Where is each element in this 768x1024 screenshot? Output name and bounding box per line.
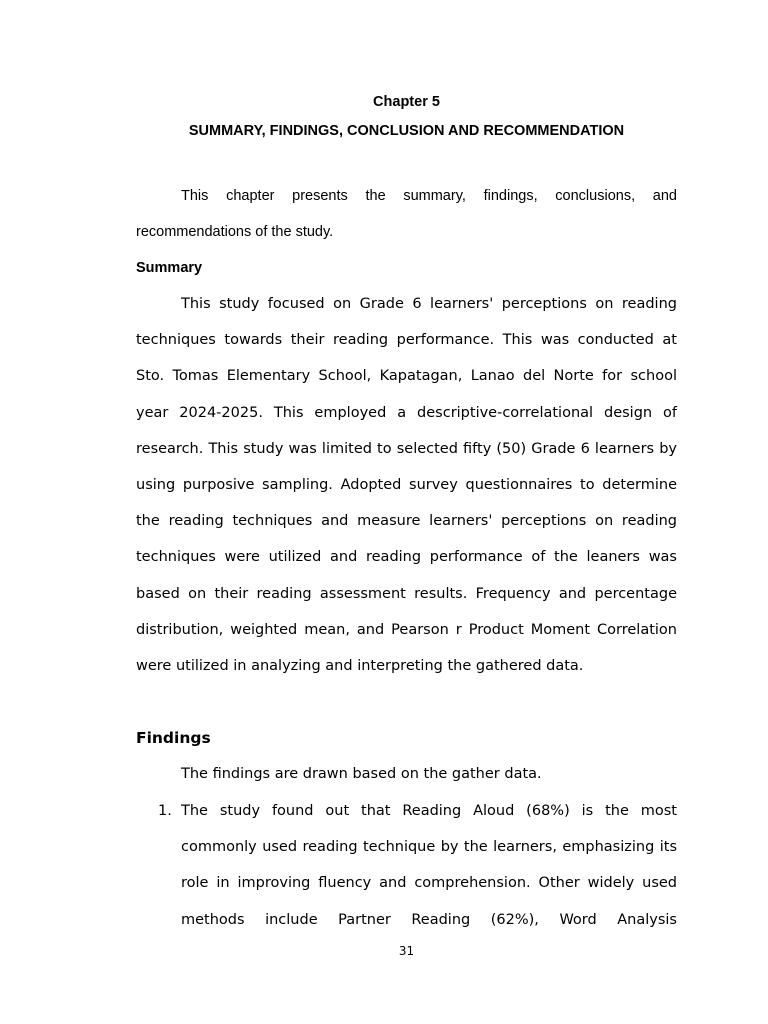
finding-text: The study found out that Reading Aloud (68%) is the most commonly used reading technique by the learners, emphasizing its role in improving fluency and comprehension. Other widely used methods include Partner Reading (62%), Word Analysis xyxy=(181,803,677,928)
findings-heading: Findings xyxy=(136,729,211,747)
chapter-number: Chapter 5 xyxy=(373,94,440,110)
page-number: 31 xyxy=(398,944,415,958)
summary-paragraph: This study focused on Grade 6 learners' perceptions on reading techniques towards their reading performance. This was conducted at Sto. Tomas Elementary School, Kapatagan, Lanao del Norte for school year 2024-2025. This employed a descriptive-correlational design of research. This study was limited to selected fifty (50) Grade 6 learners by using purposive sampling. Adopted survey questionnaires to determine the reading techniques and measure learners' perceptions on reading techniques were utilized and reading performance of the leaners was based on their reading assessment results. Frequency and percentage distribution, weighted mean, and Pearson r Product Moment Correlation were utilized in analyzing and interpreting the gathered data. xyxy=(136,296,677,675)
intro-paragraph: This chapter presents the summary, findings, conclusions, and recommendations of the study. xyxy=(136,188,677,240)
finding-number: 1. xyxy=(158,803,172,819)
chapter-title: SUMMARY, FINDINGS, CONCLUSION AND RECOMMENDATION xyxy=(188,123,625,139)
findings-intro: The findings are drawn based on the gather data. xyxy=(181,766,542,782)
summary-heading: Summary xyxy=(136,260,203,276)
